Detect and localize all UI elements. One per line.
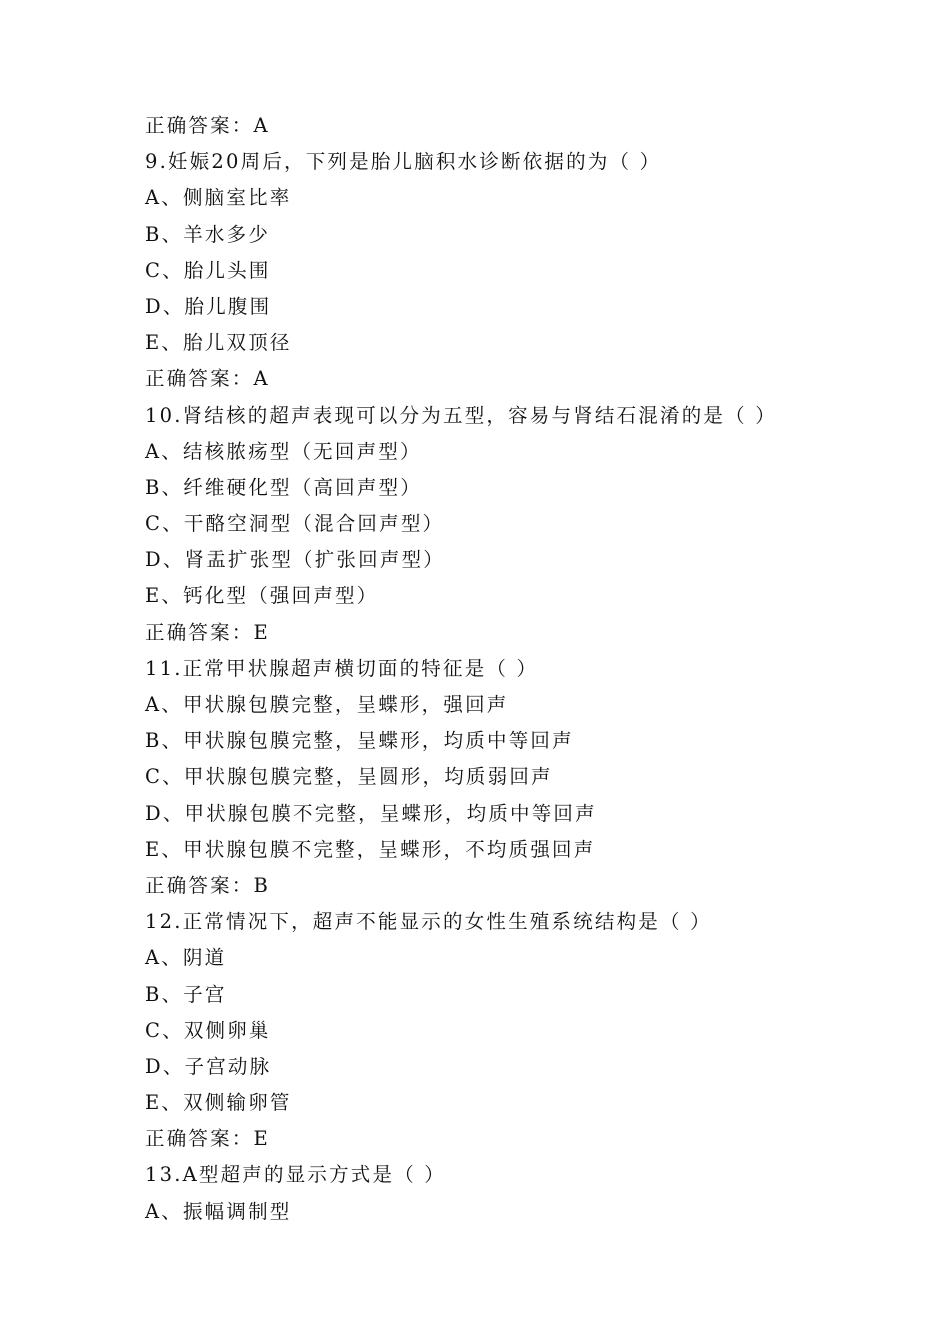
option-line: A、结核脓疡型（无回声型） — [145, 439, 422, 463]
option-line: C、双侧卵巢 — [145, 1018, 271, 1042]
option-line: A、振幅调制型 — [145, 1199, 292, 1223]
option-line: E、甲状腺包膜不完整，呈蝶形，不均质强回声 — [145, 837, 596, 861]
option-line: C、胎儿头围 — [145, 258, 271, 282]
answer-line: 正确答案：A — [145, 114, 270, 137]
question-12: 12.正常情况下，超声不能显示的女性生殖系统结构是（ ） — [145, 910, 712, 934]
option-line: A、甲状腺包膜完整，呈蝶形，强回声 — [145, 693, 509, 716]
option-line: D、胎儿腹围 — [145, 294, 272, 318]
option-line: E、钙化型（强回声型） — [145, 584, 379, 608]
option-line: D、子宫动脉 — [145, 1054, 272, 1078]
option-line: C、干酪空洞型（混合回声型） — [145, 512, 445, 536]
option-line: B、甲状腺包膜完整，呈蝶形，均质中等回声 — [145, 729, 574, 753]
question-13: 13.A型超声的显示方式是（ ） — [145, 1163, 446, 1187]
answer-line: 正确答案：B — [145, 873, 271, 897]
option-line: C、甲状腺包膜完整，呈圆形，均质弱回声 — [145, 765, 553, 789]
answer-line: 正确答案：A — [145, 367, 270, 391]
option-line: D、甲状腺包膜不完整，呈蝶形，均质中等回声 — [145, 801, 597, 825]
answer-line: 正确答案：E — [145, 1127, 270, 1151]
option-line: A、侧脑室比率 — [145, 186, 292, 210]
option-line: A、阴道 — [145, 946, 227, 970]
question-9: 9.妊娠20周后，下列是胎儿脑积水诊断依据的为（ ） — [145, 150, 662, 174]
question-11: 11.正常甲状腺超声横切面的特征是（ ） — [145, 656, 539, 680]
option-line: E、双侧输卵管 — [145, 1091, 292, 1115]
option-line: B、羊水多少 — [145, 222, 271, 246]
option-line: B、子宫 — [145, 982, 227, 1006]
option-line: B、纤维硬化型（高回声型） — [145, 475, 422, 499]
document-page — [145, 108, 865, 1230]
option-line: E、胎儿双顶径 — [145, 331, 292, 355]
answer-line: 正确答案：E — [145, 620, 270, 644]
option-line: D、肾盂扩张型（扩张回声型） — [145, 548, 445, 572]
question-10: 10.肾结核的超声表现可以分为五型，容易与肾结石混淆的是（ ） — [145, 403, 777, 427]
